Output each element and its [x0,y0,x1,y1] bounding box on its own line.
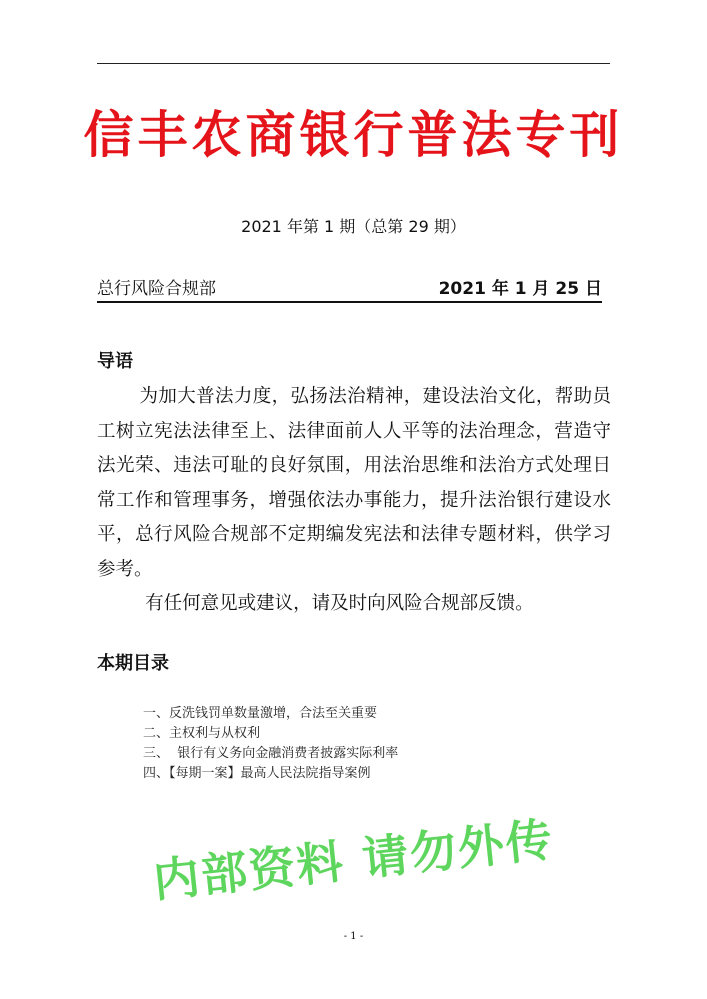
intro-paragraph: 为加大普法力度，弘扬法治精神，建设法治文化，帮助员工树立宪法法律至上、法律面前人人平等的法治理念，营造守法光荣、违法可耻的良好氛围，用法治思维和法治方式处理日常工作和管理事务，增强依法办事能力，提升法治银行建设水平，总行风险合规部不定期编发宪法和法律专题材料，供学习参考。 [97,386,611,580]
toc-item: 四、【每期一案】最高人民法院指导案例 [143,765,371,781]
department: 总行风险合规部 [97,279,216,299]
table-of-contents [143,704,611,784]
top-rule [97,63,610,64]
document-body [97,350,611,784]
publish-date: 2021 年 1 月 25 日 [438,279,602,299]
header-line [97,278,602,303]
toc-heading: 本期目录 [97,652,169,674]
watermark: 内部资料 请勿外传 [150,812,557,908]
toc-item: 二、主权利与从权利 [143,725,261,741]
publication-title: 信丰农商银行普法专刊 [83,105,624,164]
toc-item: 一、反洗钱罚单数量激增，合法至关重要 [143,705,378,721]
feedback-paragraph: 有任何意见或建议，请及时向风险合规部反馈。 [145,593,534,614]
issue-number: 2021 年第 1 期（总第 29 期） [241,217,466,236]
toc-item: 三、 银行有义务向金融消费者披露实际利率 [143,745,399,761]
intro-heading: 导语 [97,351,133,372]
page-number: - 1 - [343,931,364,942]
